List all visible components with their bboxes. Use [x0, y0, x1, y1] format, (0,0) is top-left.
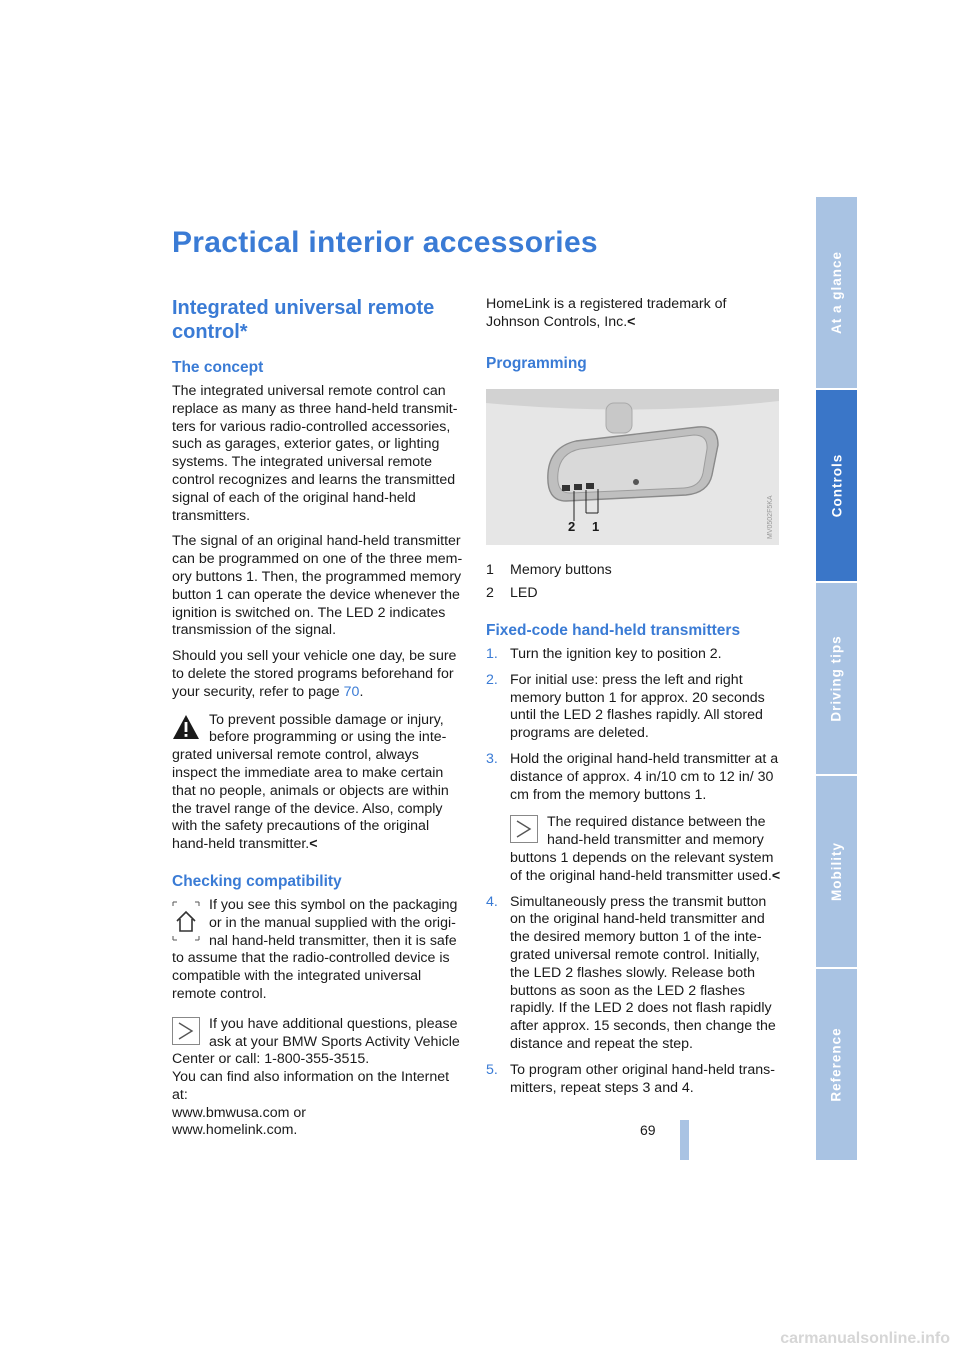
figure-code: MV0502F5KA: [767, 495, 774, 539]
warning-icon: [172, 713, 200, 741]
warning-lead: To prevent possible damage or injury, before programming or using the inte-: [209, 711, 447, 746]
legend-item: [486, 562, 782, 580]
list-item: 1. Turn the ignition key to position 2.: [486, 645, 722, 662]
compatibility-note: [172, 897, 464, 1004]
right-column: [486, 296, 782, 1105]
info-note: [172, 1016, 464, 1141]
concept-p3-end: .: [359, 683, 364, 700]
page-title: Practical interior accessories: [172, 226, 598, 259]
legend-text: Memory buttons: [510, 562, 612, 579]
list-item: 2. For initial use: press the left and right memory button 1 for approx. 20 seconds until the LED 2 flashes rapidly. All stored programs are deleted.: [486, 671, 765, 742]
trademark-text: [486, 296, 782, 332]
legend-number: 2: [486, 585, 494, 602]
left-column: [172, 296, 464, 1148]
concept-paragraph-1: The integrated universal remote control can replace as many as three hand-held transmitters for various radio-controlled accessories, such as garages, exterior gates, or lighting systems. The integrated universal remote control recognizes and learns the transmitted signal of each of the original hand-held transmitters.: [172, 383, 458, 524]
rearview-mirror-illustration: [486, 389, 779, 545]
warning-text: grated universal remote control, always inspect the immediate area to make certain that no people, animals or objects are within the travel range of the device. Also, comply with the safety precautions of the original hand-held transmitter.: [172, 747, 449, 853]
page-reference-link[interactable]: 70: [343, 683, 360, 700]
info-internet-text: You can find also information on the Internet at:: [172, 1069, 450, 1103]
trademark-line-1: HomeLink is a registered trademark of: [486, 296, 727, 312]
chapter-tabs: [816, 197, 857, 1160]
page-number-bar: [680, 1120, 689, 1160]
programming-heading: Programming: [486, 354, 587, 372]
distance-note: [486, 814, 782, 885]
fixed-code-heading: Fixed-code hand-held transmitters: [486, 621, 741, 639]
section-title: Integrated universal remote control*: [172, 297, 435, 343]
tab-controls[interactable]: Controls: [816, 390, 857, 581]
concept-paragraph-3: [172, 648, 464, 701]
homelink-house-icon: [172, 901, 200, 941]
concept-heading: The concept: [172, 359, 264, 376]
page-number: 69: [640, 1122, 656, 1138]
compatibility-heading: Checking compatibility: [172, 872, 342, 890]
info-phone-text: Center or call: 1-800-355-3515.: [172, 1051, 370, 1068]
figure-label-1: 1: [592, 518, 600, 534]
homelink-url[interactable]: www.homelink.com.: [172, 1122, 298, 1139]
end-mark: <: [771, 867, 781, 884]
concept-paragraph-2: The signal of an original hand-held transmitter can be programmed on one of the three memory buttons 1. Then, the programmed memory button 1 can operate the device whenever the ignition is switched on. The LED 2 indicates transmission of the signal.: [172, 533, 463, 639]
tab-at-a-glance[interactable]: At a glance: [816, 197, 857, 388]
note-arrow-icon: [172, 1017, 200, 1045]
legend-number: 1: [486, 562, 494, 579]
bmwusa-url[interactable]: www.bmwusa.com or: [172, 1104, 307, 1121]
note-arrow-icon: [510, 815, 538, 843]
watermark: carmanualsonline.info: [780, 1330, 950, 1347]
legend: [486, 562, 782, 603]
tab-driving-tips[interactable]: Driving tips: [816, 583, 857, 774]
info-lead: If you have additional questions, please ask at your BMW Sports Activity Vehicle: [209, 1015, 460, 1050]
warning-note: [172, 712, 464, 854]
end-mark: <: [627, 313, 636, 330]
distance-note-lead: The required distance between the hand-held transmitter and memory: [547, 814, 766, 849]
legend-item: [486, 585, 782, 603]
list-item: 3. Hold the original hand-held transmitter at a distance of approx. 4 in/10 cm to 12 in/ 30 cm from the memory buttons 1. The required distance between the hand-held transmitter and memory buttons 1 depends on the relevant system of the original hand-held transmitter used.<: [486, 750, 781, 884]
trademark-line-2: Johnson Controls, Inc.: [486, 313, 628, 330]
figure-label-2: 2: [568, 518, 576, 534]
programming-steps: [486, 646, 782, 1097]
list-item: 4. Simultaneously press the transmit button on the original hand-held transmitter and the desired memory button 1 of the integrated universal remote control. Initially, the LED 2 flashes slowly. Release both buttons as soon as the LED 2 flashes rapidly. If the LED 2 does not flash rapidly after approx. 15 seconds, then change the distance and repeat the step.: [486, 893, 776, 1052]
compatibility-text: to assume that the radio-controlled device is compatible with the integrated universal remote control.: [172, 950, 450, 1002]
concept-p3-text: Should you sell your vehicle one day, be sure to delete the stored programs beforehand for your security, refer to page: [172, 648, 457, 700]
end-mark: <: [309, 836, 318, 853]
list-item: 5. To program other original hand-held transmitters, repeat steps 3 and 4.: [486, 1061, 775, 1096]
tab-mobility[interactable]: Mobility: [816, 776, 857, 967]
legend-text: LED: [510, 585, 538, 602]
compatibility-lead: If you see this symbol on the packaging or in the manual supplied with the original hand-held transmitter, then it is safe: [209, 896, 458, 949]
distance-note-text: buttons 1 depends on the relevant system of the original hand-held transmitter used.: [510, 849, 774, 884]
tab-reference[interactable]: Reference: [816, 969, 857, 1160]
